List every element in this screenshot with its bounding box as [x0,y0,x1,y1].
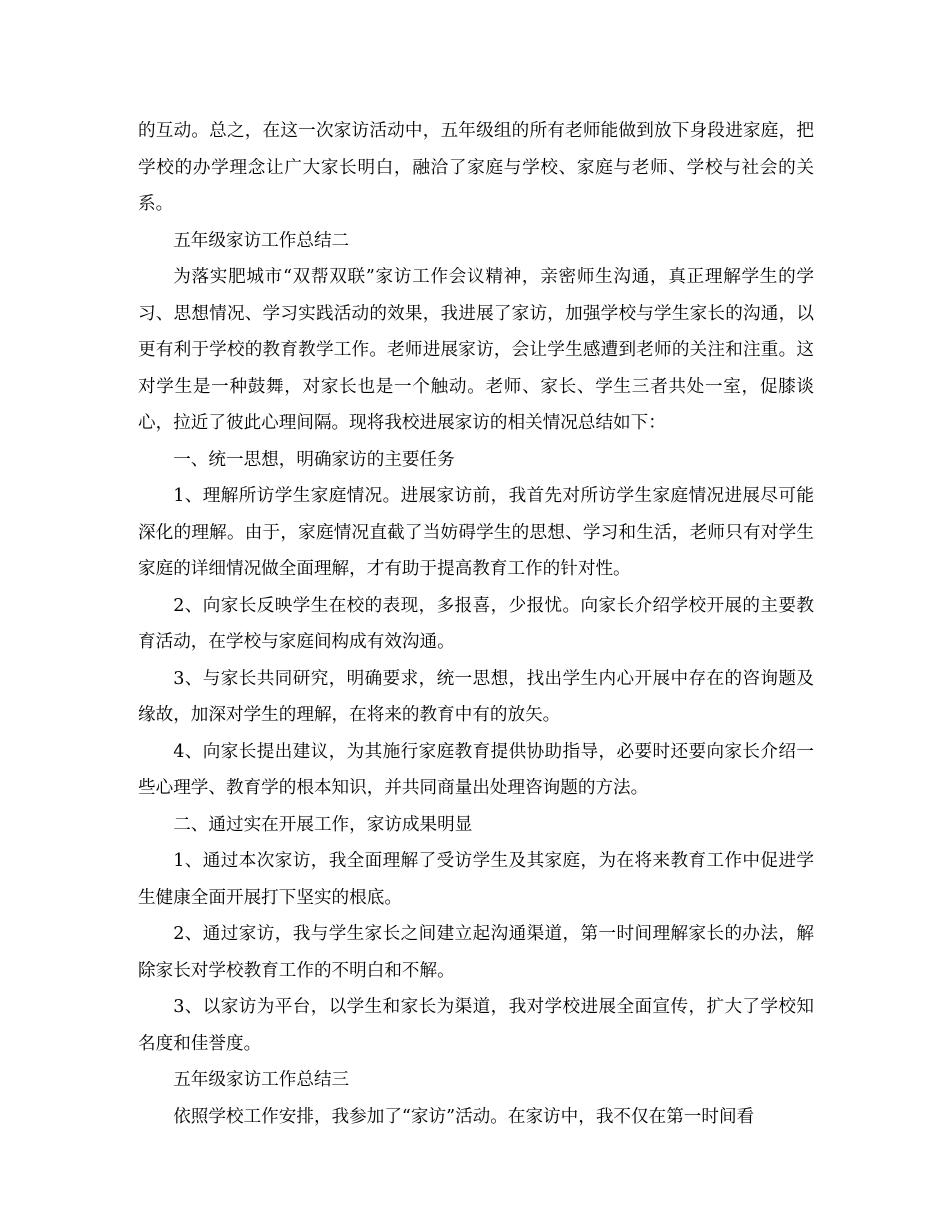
section-title-summary-two: 五年级家访工作总结二 [173,230,350,251]
paragraph-intro-closing: 的互动。总之，在这一次家访活动中，五年级组的所有老师能做到放下身段进家庭，把学校的办学理念让广大家长明白，融洽了家庭与学校、家庭与老师、学校与社会的关系。 [138,121,814,214]
paragraph-result-1: 1、通过本次家访，我全面理解了受访学生及其家庭，为在将来教育工作中促进学生健康全面开展打下坚实的根底。 [138,851,814,908]
document-body [138,113,814,1135]
paragraph-item-3-joint-research: 3、与家长共同研究，明确要求，统一思想，找出学生内心开展中存在的咨询题及缘故，加深对学生的理解，在将来的教育中有的放矢。 [138,668,814,725]
paragraph-item-2-report-to-parents: 2、向家长反映学生在校的表现，多报喜，少报忧。向家长介绍学校开展的主要教育活动，在学校与家庭间构成有效沟通。 [138,595,814,652]
paragraph-result-2: 2、通过家访，我与学生家长之间建立起沟通渠道，第一时间理解家长的办法，解除家长对学校教育工作的不明白和不解。 [138,924,814,981]
paragraph-result-3: 3、以家访为平台，以学生和家长为渠道，我对学校进展全面宣传，扩大了学校知名度和佳誉度。 [138,997,814,1054]
section-title-summary-three: 五年级家访工作总结三 [173,1070,350,1090]
paragraph-item-1-understand-family: 1、理解所访学生家庭情况。进展家访前，我首先对所访学生家庭情况进展尽可能深化的理解。由于，家庭情况直截了当妨碍学生的思想、学习和生活，老师只有对学生家庭的详细情况做全面理解，才有助于提高教育工作的针对性。 [138,486,814,579]
paragraph-summary-two-intro: 为落实肥城市“双帮双联”家访工作会议精神，亲密师生沟通，真正理解学生的学习、思想情况、学习实践活动的效果，我进展了家访，加强学校与学生家长的沟通，以更有利于学校的教育教学工作。老师进展家访，会让学生感遭到老师的关注和注重。这对学生是一种鼓舞，对家长也是一个触动。老师、家长、学生三者共处一室，促膝谈心，拉近了彼此心理间隔。现将我校进展家访的相关情况总结如下： [138,267,814,433]
paragraph-summary-three-intro: 依照学校工作安排，我参加了“家访”活动。在家访中，我不仅在第一时间看 [173,1106,755,1127]
subheading-results: 二、通过实在开展工作，家访成果明显 [173,814,473,835]
paragraph-item-4-suggestions: 4、向家长提出建议，为其施行家庭教育提供协助指导，必要时还要向家长介绍一些心理学、教育学的根本知识，并共同商量出处理咨询题的方法。 [138,741,814,798]
subheading-unify-thinking: 一、统一思想，明确家访的主要任务 [173,449,455,470]
